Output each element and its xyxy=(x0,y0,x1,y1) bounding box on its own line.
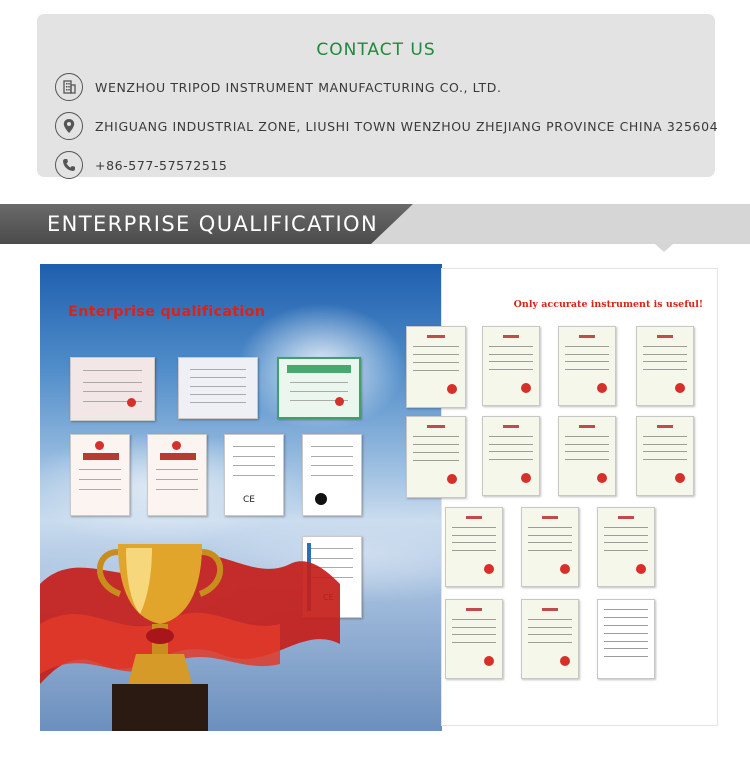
patent-certificate xyxy=(636,326,694,406)
patent-certificate xyxy=(482,326,540,406)
national-torch-program-certificate xyxy=(277,357,361,419)
business-license-2 xyxy=(147,434,207,516)
qualification-heading: Enterprise qualification xyxy=(68,304,266,320)
patent-certificate xyxy=(445,599,503,679)
patent-certificate xyxy=(558,326,616,406)
company-phone: +86-577-57572515 xyxy=(95,157,228,173)
patent-certificate xyxy=(521,599,579,679)
test-report-document xyxy=(597,599,655,679)
patent-certificate xyxy=(406,416,466,498)
contact-row-phone xyxy=(55,150,227,180)
business-license-1 xyxy=(70,434,130,516)
contact-row-company xyxy=(55,72,502,102)
patent-certificate xyxy=(482,416,540,496)
building-icon xyxy=(55,73,83,101)
patent-certificate xyxy=(636,416,694,496)
company-address: ZHIGUANG INDUSTRIAL ZONE, LIUSHI TOWN WENZHOU ZHEJIANG PROVINCE CHINA 325604 xyxy=(95,118,719,134)
patent-certificate xyxy=(521,507,579,587)
banner-notch xyxy=(655,244,673,252)
contact-title: CONTACT US xyxy=(316,40,436,60)
organization-code-certificate xyxy=(178,357,258,419)
location-pin-icon xyxy=(55,112,83,140)
tax-registration-certificate xyxy=(70,357,155,421)
contact-card xyxy=(37,14,719,177)
contact-row-address xyxy=(55,111,718,141)
quality-tagline: Only accurate instrument is useful! xyxy=(513,299,703,310)
phone-icon xyxy=(55,151,83,179)
patent-certificate xyxy=(406,326,466,408)
qualification-image-right xyxy=(441,268,718,726)
patent-certificate xyxy=(558,416,616,496)
ce-certificate-1: CE xyxy=(224,434,284,516)
section-title: ENTERPRISE QUALIFICATION xyxy=(47,212,379,236)
ce-certificate-2 xyxy=(302,434,362,516)
qualification-image-left xyxy=(40,264,442,731)
trophy-illustration xyxy=(40,524,340,731)
company-name: WENZHOU TRIPOD INSTRUMENT MANUFACTURING CO., LTD. xyxy=(95,79,502,95)
patent-certificate xyxy=(445,507,503,587)
patent-certificate xyxy=(597,507,655,587)
